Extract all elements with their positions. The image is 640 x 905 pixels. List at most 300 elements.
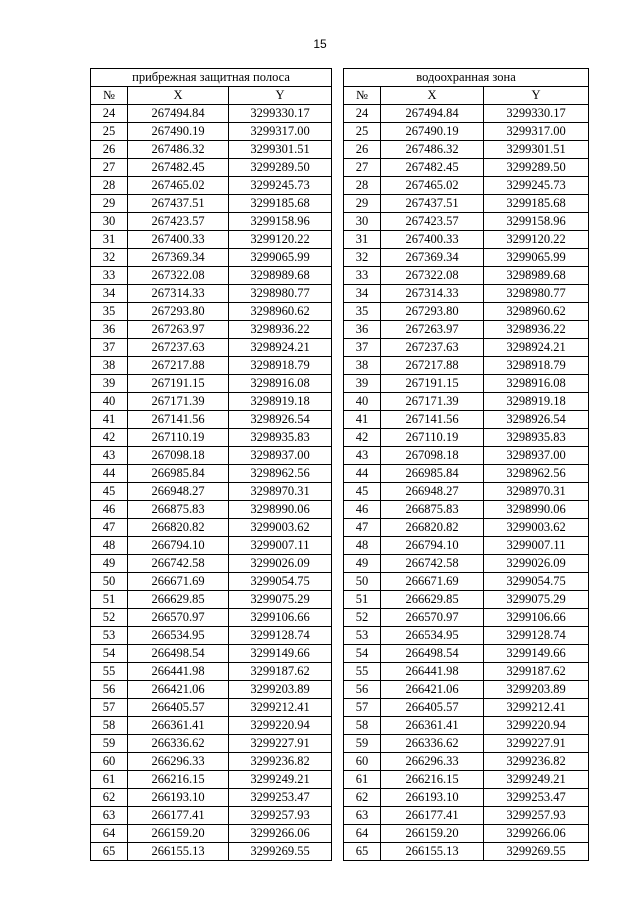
- y-coordinate-cell: 3299317.00: [229, 123, 332, 141]
- y-coordinate-cell: 3299120.22: [484, 231, 589, 249]
- point-number-cell: 31: [344, 231, 381, 249]
- table-row: [91, 375, 332, 393]
- point-number-cell: 59: [91, 735, 128, 753]
- x-coordinate-cell: 266159.20: [128, 825, 229, 843]
- x-coordinate-cell: 267482.45: [381, 159, 484, 177]
- point-number-cell: 35: [344, 303, 381, 321]
- point-number-cell: 37: [91, 339, 128, 357]
- point-number-cell: 65: [91, 843, 128, 861]
- y-coordinate-cell: 3298970.31: [229, 483, 332, 501]
- table-row: [344, 123, 589, 141]
- point-number-cell: 47: [91, 519, 128, 537]
- point-number-cell: 43: [91, 447, 128, 465]
- x-coordinate-cell: 266570.97: [381, 609, 484, 627]
- table-row: [344, 285, 589, 303]
- x-coordinate-cell: 267191.15: [128, 375, 229, 393]
- x-coordinate-cell: 266361.41: [128, 717, 229, 735]
- table-row: [91, 843, 332, 861]
- x-coordinate-cell: 266177.41: [128, 807, 229, 825]
- y-coordinate-cell: 3298935.83: [484, 429, 589, 447]
- table-row: [91, 303, 332, 321]
- table-row: [91, 267, 332, 285]
- x-coordinate-cell: 266534.95: [381, 627, 484, 645]
- y-coordinate-cell: 3299236.82: [484, 753, 589, 771]
- point-number-cell: 57: [344, 699, 381, 717]
- x-coordinate-cell: 266405.57: [128, 699, 229, 717]
- x-coordinate-cell: 267400.33: [128, 231, 229, 249]
- x-coordinate-cell: 266948.27: [128, 483, 229, 501]
- point-number-cell: 55: [91, 663, 128, 681]
- table-row: [344, 537, 589, 555]
- x-coordinate-cell: 267237.63: [381, 339, 484, 357]
- point-number-cell: 46: [344, 501, 381, 519]
- point-number-cell: 32: [91, 249, 128, 267]
- water-protection-zone-table: [343, 68, 589, 861]
- y-coordinate-cell: 3298970.31: [484, 483, 589, 501]
- x-coordinate-cell: 267171.39: [128, 393, 229, 411]
- table-title: прибрежная защитная полоса: [91, 69, 332, 87]
- table-row: [344, 843, 589, 861]
- x-coordinate-cell: 267191.15: [381, 375, 484, 393]
- point-number-cell: 28: [344, 177, 381, 195]
- point-number-cell: 63: [91, 807, 128, 825]
- x-coordinate-cell: 267423.57: [381, 213, 484, 231]
- y-coordinate-cell: 3299330.17: [484, 105, 589, 123]
- table-row: [344, 627, 589, 645]
- y-coordinate-cell: 3298937.00: [484, 447, 589, 465]
- table-row: [344, 267, 589, 285]
- point-number-cell: 31: [91, 231, 128, 249]
- y-coordinate-cell: 3299220.94: [484, 717, 589, 735]
- point-number-cell: 55: [344, 663, 381, 681]
- table-row: [344, 249, 589, 267]
- y-coordinate-cell: 3299269.55: [229, 843, 332, 861]
- table-header-row: [91, 87, 332, 105]
- y-coordinate-cell: 3299106.66: [484, 609, 589, 627]
- y-coordinate-cell: 3298916.08: [484, 375, 589, 393]
- table-row: [344, 591, 589, 609]
- y-coordinate-cell: 3299149.66: [229, 645, 332, 663]
- x-coordinate-cell: 266155.13: [128, 843, 229, 861]
- table-row: [91, 483, 332, 501]
- y-coordinate-cell: 3299253.47: [484, 789, 589, 807]
- table-row: [344, 735, 589, 753]
- table-row: [91, 789, 332, 807]
- table-row: [344, 339, 589, 357]
- point-number-cell: 50: [91, 573, 128, 591]
- y-coordinate-cell: 3298916.08: [229, 375, 332, 393]
- x-coordinate-cell: 266216.15: [128, 771, 229, 789]
- point-number-cell: 63: [344, 807, 381, 825]
- point-number-cell: 49: [91, 555, 128, 573]
- y-coordinate-cell: 3298990.06: [229, 501, 332, 519]
- table-body: [91, 105, 332, 861]
- y-coordinate-cell: 3299249.21: [484, 771, 589, 789]
- x-coordinate-cell: 267490.19: [128, 123, 229, 141]
- y-coordinate-cell: 3299003.62: [229, 519, 332, 537]
- table-row: [91, 339, 332, 357]
- table-row: [344, 465, 589, 483]
- y-coordinate-cell: 3298962.56: [484, 465, 589, 483]
- point-number-cell: 40: [91, 393, 128, 411]
- point-number-cell: 46: [91, 501, 128, 519]
- y-coordinate-cell: 3298990.06: [484, 501, 589, 519]
- column-header-number: №: [344, 87, 381, 105]
- point-number-cell: 38: [91, 357, 128, 375]
- y-coordinate-cell: 3298935.83: [229, 429, 332, 447]
- point-number-cell: 49: [344, 555, 381, 573]
- x-coordinate-cell: 267465.02: [381, 177, 484, 195]
- y-coordinate-cell: 3298936.22: [229, 321, 332, 339]
- point-number-cell: 27: [344, 159, 381, 177]
- point-number-cell: 30: [91, 213, 128, 231]
- y-coordinate-cell: 3299149.66: [484, 645, 589, 663]
- x-coordinate-cell: 267314.33: [128, 285, 229, 303]
- point-number-cell: 60: [91, 753, 128, 771]
- y-coordinate-cell: 3299075.29: [484, 591, 589, 609]
- point-number-cell: 26: [91, 141, 128, 159]
- x-coordinate-cell: 266405.57: [381, 699, 484, 717]
- table-row: [344, 429, 589, 447]
- table-row: [91, 195, 332, 213]
- point-number-cell: 62: [91, 789, 128, 807]
- x-coordinate-cell: 266820.82: [381, 519, 484, 537]
- y-coordinate-cell: 3298962.56: [229, 465, 332, 483]
- point-number-cell: 28: [91, 177, 128, 195]
- x-coordinate-cell: 266421.06: [128, 681, 229, 699]
- table-row: [344, 771, 589, 789]
- x-coordinate-cell: 267494.84: [128, 105, 229, 123]
- x-coordinate-cell: 267293.80: [381, 303, 484, 321]
- point-number-cell: 35: [91, 303, 128, 321]
- table-row: [91, 645, 332, 663]
- y-coordinate-cell: 3299026.09: [229, 555, 332, 573]
- y-coordinate-cell: 3298960.62: [484, 303, 589, 321]
- point-number-cell: 64: [344, 825, 381, 843]
- x-coordinate-cell: 266794.10: [381, 537, 484, 555]
- x-coordinate-cell: 267293.80: [128, 303, 229, 321]
- table-row: [344, 357, 589, 375]
- x-coordinate-cell: 267141.56: [381, 411, 484, 429]
- table-row: [344, 573, 589, 591]
- x-coordinate-cell: 266193.10: [128, 789, 229, 807]
- x-coordinate-cell: 267437.51: [381, 195, 484, 213]
- table-row: [344, 699, 589, 717]
- table-row: [344, 159, 589, 177]
- y-coordinate-cell: 3299203.89: [484, 681, 589, 699]
- x-coordinate-cell: 267486.32: [381, 141, 484, 159]
- y-coordinate-cell: 3299289.50: [484, 159, 589, 177]
- y-coordinate-cell: 3298937.00: [229, 447, 332, 465]
- x-coordinate-cell: 267423.57: [128, 213, 229, 231]
- y-coordinate-cell: 3299236.82: [229, 753, 332, 771]
- x-coordinate-cell: 266421.06: [381, 681, 484, 699]
- y-coordinate-cell: 3298989.68: [229, 267, 332, 285]
- x-coordinate-cell: 266177.41: [381, 807, 484, 825]
- table-row: [344, 195, 589, 213]
- table-row: [344, 501, 589, 519]
- x-coordinate-cell: 266441.98: [381, 663, 484, 681]
- x-coordinate-cell: 266985.84: [128, 465, 229, 483]
- point-number-cell: 42: [344, 429, 381, 447]
- table-row: [344, 411, 589, 429]
- y-coordinate-cell: 3299007.11: [484, 537, 589, 555]
- point-number-cell: 48: [344, 537, 381, 555]
- x-coordinate-cell: 267110.19: [381, 429, 484, 447]
- y-coordinate-cell: 3298980.77: [484, 285, 589, 303]
- table-row: [344, 753, 589, 771]
- y-coordinate-cell: 3299128.74: [229, 627, 332, 645]
- y-coordinate-cell: 3299227.91: [229, 735, 332, 753]
- point-number-cell: 51: [91, 591, 128, 609]
- x-coordinate-cell: 267110.19: [128, 429, 229, 447]
- x-coordinate-cell: 266361.41: [381, 717, 484, 735]
- point-number-cell: 30: [344, 213, 381, 231]
- x-coordinate-cell: 267482.45: [128, 159, 229, 177]
- point-number-cell: 29: [91, 195, 128, 213]
- x-coordinate-cell: 266193.10: [381, 789, 484, 807]
- y-coordinate-cell: 3299203.89: [229, 681, 332, 699]
- point-number-cell: 47: [344, 519, 381, 537]
- table-row: [91, 573, 332, 591]
- table-row: [344, 825, 589, 843]
- y-coordinate-cell: 3298918.79: [484, 357, 589, 375]
- table-row: [91, 825, 332, 843]
- x-coordinate-cell: 266948.27: [381, 483, 484, 501]
- table-row: [344, 681, 589, 699]
- table-row: [91, 249, 332, 267]
- y-coordinate-cell: 3299158.96: [484, 213, 589, 231]
- coastal-protective-strip-table: [90, 68, 332, 861]
- y-coordinate-cell: 3298960.62: [229, 303, 332, 321]
- table-row: [344, 663, 589, 681]
- point-number-cell: 44: [344, 465, 381, 483]
- point-number-cell: 52: [344, 609, 381, 627]
- y-coordinate-cell: 3299269.55: [484, 843, 589, 861]
- table-row: [91, 699, 332, 717]
- x-coordinate-cell: 266875.83: [128, 501, 229, 519]
- point-number-cell: 33: [344, 267, 381, 285]
- table-row: [344, 213, 589, 231]
- point-number-cell: 53: [91, 627, 128, 645]
- y-coordinate-cell: 3298919.18: [484, 393, 589, 411]
- point-number-cell: 29: [344, 195, 381, 213]
- table-title-row: [344, 69, 589, 87]
- point-number-cell: 56: [91, 681, 128, 699]
- table-row: [91, 213, 332, 231]
- table-row: [91, 285, 332, 303]
- column-header-y: Y: [484, 87, 589, 105]
- point-number-cell: 61: [344, 771, 381, 789]
- y-coordinate-cell: 3299158.96: [229, 213, 332, 231]
- x-coordinate-cell: 267494.84: [381, 105, 484, 123]
- table-row: [91, 735, 332, 753]
- table-row: [91, 393, 332, 411]
- point-number-cell: 45: [344, 483, 381, 501]
- table-row: [91, 501, 332, 519]
- x-coordinate-cell: 266441.98: [128, 663, 229, 681]
- y-coordinate-cell: 3298989.68: [484, 267, 589, 285]
- point-number-cell: 34: [91, 285, 128, 303]
- point-number-cell: 57: [91, 699, 128, 717]
- x-coordinate-cell: 267217.88: [128, 357, 229, 375]
- y-coordinate-cell: 3299257.93: [229, 807, 332, 825]
- table-row: [344, 519, 589, 537]
- table-row: [91, 627, 332, 645]
- point-number-cell: 54: [344, 645, 381, 663]
- point-number-cell: 37: [344, 339, 381, 357]
- point-number-cell: 33: [91, 267, 128, 285]
- x-coordinate-cell: 267465.02: [128, 177, 229, 195]
- point-number-cell: 62: [344, 789, 381, 807]
- page-number: 15: [313, 37, 327, 51]
- y-coordinate-cell: 3299065.99: [229, 249, 332, 267]
- y-coordinate-cell: 3299212.41: [229, 699, 332, 717]
- x-coordinate-cell: 266296.33: [128, 753, 229, 771]
- column-header-x: X: [381, 87, 484, 105]
- x-coordinate-cell: 266296.33: [381, 753, 484, 771]
- table-row: [344, 807, 589, 825]
- table-row: [344, 645, 589, 663]
- x-coordinate-cell: 267237.63: [128, 339, 229, 357]
- table-row: [91, 321, 332, 339]
- point-number-cell: 53: [344, 627, 381, 645]
- table-row: [344, 321, 589, 339]
- table-body: [344, 105, 589, 861]
- table-row: [91, 465, 332, 483]
- x-coordinate-cell: 266570.97: [128, 609, 229, 627]
- point-number-cell: 56: [344, 681, 381, 699]
- x-coordinate-cell: 267141.56: [128, 411, 229, 429]
- x-coordinate-cell: 266534.95: [128, 627, 229, 645]
- x-coordinate-cell: 266159.20: [381, 825, 484, 843]
- table-row: [344, 447, 589, 465]
- point-number-cell: 58: [91, 717, 128, 735]
- x-coordinate-cell: 267263.97: [381, 321, 484, 339]
- point-number-cell: 60: [344, 753, 381, 771]
- point-number-cell: 32: [344, 249, 381, 267]
- table-title: водоохранная зона: [344, 69, 589, 87]
- y-coordinate-cell: 3299253.47: [229, 789, 332, 807]
- x-coordinate-cell: 266216.15: [381, 771, 484, 789]
- table-row: [344, 105, 589, 123]
- table-row: [91, 681, 332, 699]
- y-coordinate-cell: 3299289.50: [229, 159, 332, 177]
- y-coordinate-cell: 3298924.21: [484, 339, 589, 357]
- x-coordinate-cell: 267263.97: [128, 321, 229, 339]
- x-coordinate-cell: 267400.33: [381, 231, 484, 249]
- table-row: [91, 771, 332, 789]
- point-number-cell: 25: [91, 123, 128, 141]
- table-row: [344, 789, 589, 807]
- x-coordinate-cell: 267369.34: [381, 249, 484, 267]
- table-row: [344, 231, 589, 249]
- table-row: [91, 141, 332, 159]
- y-coordinate-cell: 3298980.77: [229, 285, 332, 303]
- point-number-cell: 45: [91, 483, 128, 501]
- y-coordinate-cell: 3299220.94: [229, 717, 332, 735]
- x-coordinate-cell: 266155.13: [381, 843, 484, 861]
- point-number-cell: 54: [91, 645, 128, 663]
- point-number-cell: 39: [344, 375, 381, 393]
- x-coordinate-cell: 266629.85: [128, 591, 229, 609]
- point-number-cell: 41: [344, 411, 381, 429]
- x-coordinate-cell: 266498.54: [128, 645, 229, 663]
- x-coordinate-cell: 266336.62: [128, 735, 229, 753]
- x-coordinate-cell: 266336.62: [381, 735, 484, 753]
- point-number-cell: 42: [91, 429, 128, 447]
- y-coordinate-cell: 3299185.68: [484, 195, 589, 213]
- x-coordinate-cell: 267486.32: [128, 141, 229, 159]
- x-coordinate-cell: 266985.84: [381, 465, 484, 483]
- table-row: [91, 159, 332, 177]
- x-coordinate-cell: 266875.83: [381, 501, 484, 519]
- y-coordinate-cell: 3299266.06: [484, 825, 589, 843]
- table-row: [91, 609, 332, 627]
- y-coordinate-cell: 3299301.51: [229, 141, 332, 159]
- y-coordinate-cell: 3299212.41: [484, 699, 589, 717]
- table-row: [91, 519, 332, 537]
- x-coordinate-cell: 266671.69: [381, 573, 484, 591]
- point-number-cell: 27: [91, 159, 128, 177]
- point-number-cell: 36: [91, 321, 128, 339]
- table-header-row: [344, 87, 589, 105]
- y-coordinate-cell: 3299054.75: [229, 573, 332, 591]
- table-row: [344, 303, 589, 321]
- point-number-cell: 64: [91, 825, 128, 843]
- y-coordinate-cell: 3299054.75: [484, 573, 589, 591]
- point-number-cell: 51: [344, 591, 381, 609]
- table-row: [91, 447, 332, 465]
- table-row: [344, 393, 589, 411]
- table-row: [91, 357, 332, 375]
- y-coordinate-cell: 3299187.62: [229, 663, 332, 681]
- table-row: [91, 753, 332, 771]
- x-coordinate-cell: 267098.18: [381, 447, 484, 465]
- table-row: [91, 807, 332, 825]
- x-coordinate-cell: 267217.88: [381, 357, 484, 375]
- x-coordinate-cell: 266671.69: [128, 573, 229, 591]
- point-number-cell: 65: [344, 843, 381, 861]
- y-coordinate-cell: 3299007.11: [229, 537, 332, 555]
- y-coordinate-cell: 3298918.79: [229, 357, 332, 375]
- table-row: [344, 483, 589, 501]
- x-coordinate-cell: 266742.58: [381, 555, 484, 573]
- y-coordinate-cell: 3299330.17: [229, 105, 332, 123]
- y-coordinate-cell: 3298924.21: [229, 339, 332, 357]
- table-row: [91, 537, 332, 555]
- y-coordinate-cell: 3298936.22: [484, 321, 589, 339]
- table-row: [91, 429, 332, 447]
- point-number-cell: 50: [344, 573, 381, 591]
- column-header-number: №: [91, 87, 128, 105]
- table-row: [91, 231, 332, 249]
- table-row: [91, 123, 332, 141]
- point-number-cell: 24: [344, 105, 381, 123]
- y-coordinate-cell: 3299257.93: [484, 807, 589, 825]
- table-row: [344, 141, 589, 159]
- y-coordinate-cell: 3299227.91: [484, 735, 589, 753]
- table-row: [91, 717, 332, 735]
- x-coordinate-cell: 266498.54: [381, 645, 484, 663]
- point-number-cell: 26: [344, 141, 381, 159]
- coordinates-tables: [90, 68, 588, 858]
- table-row: [91, 411, 332, 429]
- table-row: [344, 177, 589, 195]
- point-number-cell: 52: [91, 609, 128, 627]
- point-number-cell: 25: [344, 123, 381, 141]
- table-row: [91, 177, 332, 195]
